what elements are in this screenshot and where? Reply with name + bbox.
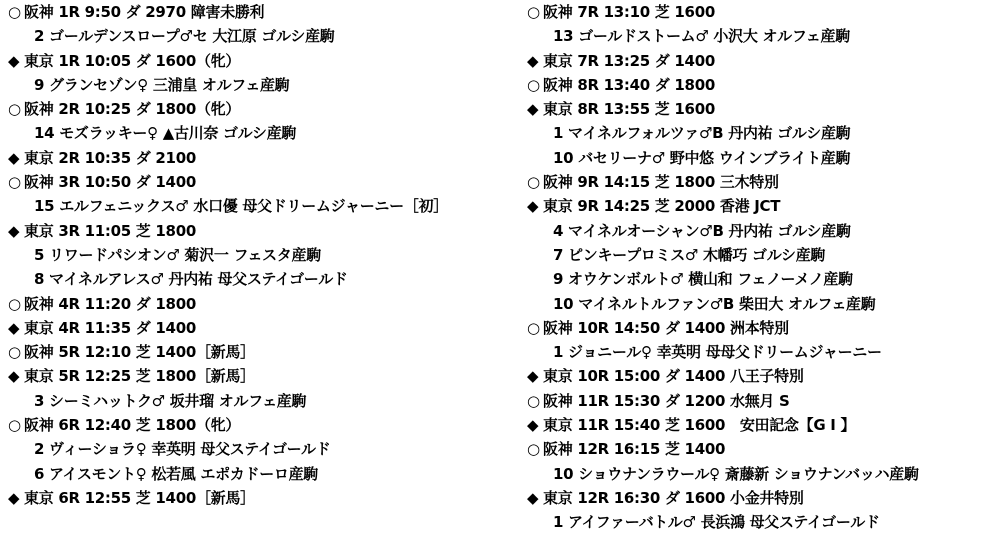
race-info-text: 東京 12R 16:30 ダ 1600 小金井特別: [543, 488, 804, 507]
hanshin-circle-marker: ○: [8, 294, 21, 313]
horse-entry-line: [527, 510, 997, 534]
horse-info-text: 14 モズラッキー♀ ▲古川奈 ゴルシ産駒: [34, 124, 297, 143]
race-info-text: 阪神 1R 9:50 ダ 2970 障害未勝利: [24, 3, 265, 21]
race-info-text: 東京 7R 13:25 ダ 1400: [543, 51, 715, 70]
horse-entry-line: [527, 292, 997, 316]
tokyo-diamond-marker: ◆: [527, 488, 539, 507]
tokyo-diamond-marker: ◆: [527, 367, 539, 386]
tokyo-diamond-marker: ◆: [8, 51, 20, 70]
horse-entry-line: [8, 24, 518, 48]
horse-entry-line: [527, 462, 997, 486]
horse-info-text: 10 ショウナンラウール♀ 斎藤新 ショウナンバッハ産駒: [553, 464, 919, 483]
race-info-text: 阪神 7R 13:10 芝 1600: [543, 3, 715, 21]
race-line: [8, 146, 518, 170]
horse-entry-line: [8, 121, 518, 145]
race-info-text: 東京 6R 12:55 芝 1400［新馬］: [24, 488, 255, 507]
race-line: [527, 316, 997, 340]
horse-entry-line: [527, 146, 997, 170]
horse-entry-line: [8, 389, 518, 413]
race-info-text: 東京 10R 15:00 ダ 1400 八王子特別: [543, 367, 804, 386]
race-info-text: 東京 11R 15:40 芝 1600: [543, 416, 726, 435]
race-info-text: 阪神 5R 12:10 芝 1400［新馬］: [24, 343, 255, 362]
schedule-column-right: [527, 0, 997, 535]
horse-info-text: 9 グランセゾン♀ 三浦皇 オルフェ産駒: [34, 75, 290, 94]
race-line: [527, 364, 997, 388]
hanshin-circle-marker: ○: [8, 3, 21, 21]
horse-info-text: 15 エルフェニックス♂ 水口優 母父ドリームジャーニー［初］: [34, 197, 448, 216]
horse-info-text: 5 リワードパシオン♂ 菊沢一 フェスタ産駒: [34, 245, 321, 264]
race-info-text: 阪神 8R 13:40 ダ 1800: [543, 75, 715, 94]
tokyo-diamond-marker: ◆: [8, 318, 20, 337]
horse-info-text: 2 ゴールデンスロープ♂セ 大江原 ゴルシ産駒: [34, 27, 335, 46]
race-line: [527, 97, 997, 121]
schedule-column-left: [8, 0, 518, 510]
horse-info-text: 1 マイネルフォルツァ♂B 丹内祐 ゴルシ産駒: [553, 124, 851, 143]
hanshin-circle-marker: ○: [527, 440, 540, 459]
race-line: [8, 97, 518, 121]
tokyo-diamond-marker: ◆: [8, 367, 20, 386]
race-info-text: 阪神 6R 12:40 芝 1800（牝）: [24, 416, 241, 435]
race-info-text: 阪神 10R 14:50 ダ 1400 洲本特別: [543, 318, 789, 337]
race-info-text: 東京 5R 12:25 芝 1800［新馬］: [24, 367, 255, 386]
race-info-text: 東京 4R 11:35 ダ 1400: [24, 318, 196, 337]
race-info-text: 阪神 12R 16:15 芝 1400: [543, 440, 726, 459]
race-line: [8, 292, 518, 316]
race-line: [8, 364, 518, 388]
race-info-text: 阪神 3R 10:50 ダ 1400: [24, 173, 196, 192]
horse-entry-line: [527, 267, 997, 291]
horse-entry-line: [527, 121, 997, 145]
tokyo-diamond-marker: ◆: [8, 148, 20, 167]
race-info-text: 阪神 2R 10:25 ダ 1800（牝）: [24, 100, 241, 119]
hanshin-circle-marker: ○: [527, 318, 540, 337]
race-info-text: 東京 2R 10:35 ダ 2100: [24, 148, 196, 167]
horse-info-text: 9 オウケンボルト♂ 横山和 フェノーメノ産駒: [553, 270, 853, 289]
hanshin-circle-marker: ○: [8, 416, 21, 435]
horse-info-text: 10 マイネルトルファン♂B 柴田大 オルフェ産駒: [553, 294, 876, 313]
horse-entry-line: [527, 243, 997, 267]
hanshin-circle-marker: ○: [527, 3, 540, 21]
horse-info-text: 1 ジョニール♀ 幸英明 母母父ドリームジャーニー: [553, 343, 882, 362]
hanshin-circle-marker: ○: [8, 343, 21, 362]
hanshin-circle-marker: ○: [527, 173, 540, 192]
race-info-text: 阪神 11R 15:30 ダ 1200 水無月 S: [543, 391, 790, 410]
tokyo-diamond-marker: ◆: [527, 100, 539, 119]
horse-entry-line: [8, 267, 518, 291]
horse-info-text: 13 ゴールドストーム♂ 小沢大 オルフェ産駒: [553, 27, 850, 46]
hanshin-circle-marker: ○: [527, 391, 540, 410]
tokyo-diamond-marker: ◆: [8, 488, 20, 507]
race-info-text: 阪神 4R 11:20 ダ 1800: [24, 294, 196, 313]
race-info-text: 東京 3R 11:05 芝 1800: [24, 221, 196, 240]
race-line: [527, 49, 997, 73]
race-info-text: 東京 1R 10:05 ダ 1600（牝）: [24, 51, 241, 70]
horse-info-text: 8 マイネルアレス♂ 丹内祐 母父ステイゴールド: [34, 270, 348, 289]
tokyo-diamond-marker: ◆: [527, 51, 539, 70]
race-line: [527, 170, 997, 194]
tokyo-diamond-marker: ◆: [8, 221, 20, 240]
race-line: [527, 413, 997, 437]
horse-entry-line: [527, 24, 997, 48]
horse-entry-line: [8, 243, 518, 267]
horse-info-text: 10 バセリーナ♂ 野中悠 ウインブライト産駒: [553, 148, 851, 167]
tokyo-diamond-marker: ◆: [527, 197, 539, 216]
horse-entry-line: [8, 73, 518, 97]
race-line: [8, 340, 518, 364]
race-info-text: 阪神 9R 14:15 芝 1800 三木特別: [543, 173, 779, 192]
race-line: [8, 0, 518, 24]
horse-info-text: 4 マイネルオーシャン♂B 丹内祐 ゴルシ産駒: [553, 221, 851, 240]
race-line: [8, 170, 518, 194]
horse-entry-line: [527, 340, 997, 364]
horse-info-text: 2 ヴィーショラ♀ 幸英明 母父ステイゴールド: [34, 440, 331, 459]
horse-info-text: 1 アイファーバトル♂ 長浜鴻 母父ステイゴールド: [553, 513, 880, 532]
hanshin-circle-marker: ○: [8, 100, 21, 119]
tokyo-diamond-marker: ◆: [527, 416, 539, 435]
race-line: [8, 486, 518, 510]
race-line: [527, 486, 997, 510]
race-line: [527, 194, 997, 218]
race-info-text: 東京 9R 14:25 芝 2000 香港 JCT: [543, 197, 781, 216]
horse-info-text: 7 ピンキープロミス♂ 木幡巧 ゴルシ産駒: [553, 245, 826, 264]
race-line: [527, 389, 997, 413]
horse-entry-line: [8, 194, 518, 218]
hanshin-circle-marker: ○: [8, 173, 21, 192]
race-line: [527, 73, 997, 97]
race-info-text: 東京 8R 13:55 芝 1600: [543, 100, 715, 119]
horse-entry-line: [8, 437, 518, 461]
race-line: [527, 437, 997, 461]
race-line: [8, 49, 518, 73]
horse-info-text: 6 アイスモント♀ 松若風 エポカドーロ産駒: [34, 464, 318, 483]
race-line: [527, 0, 997, 24]
horse-entry-line: [8, 462, 518, 486]
grade-race-name: 安田記念【G I 】: [739, 416, 856, 435]
race-line: [8, 219, 518, 243]
horse-entry-line: [527, 219, 997, 243]
hanshin-circle-marker: ○: [527, 75, 540, 94]
race-line: [8, 316, 518, 340]
horse-info-text: 3 シーミハットク♂ 坂井瑠 オルフェ産駒: [34, 391, 307, 410]
race-line: [8, 413, 518, 437]
